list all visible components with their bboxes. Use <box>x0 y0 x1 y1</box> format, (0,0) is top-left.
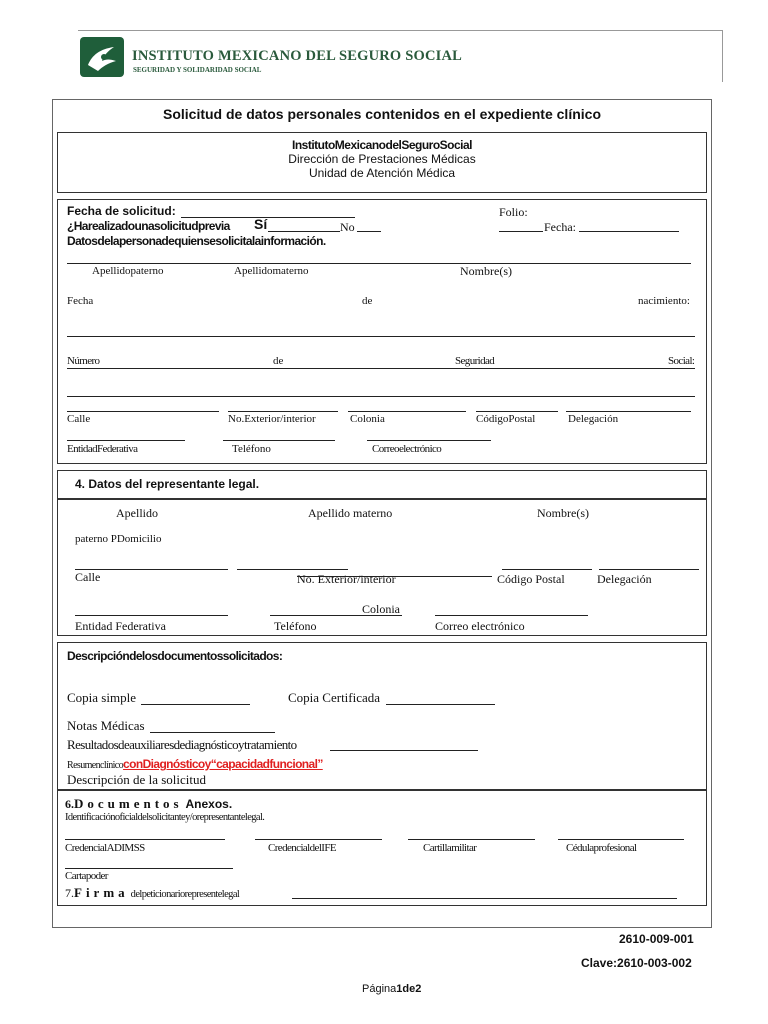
nombre-label: Nombre(s) <box>460 264 512 278</box>
adimss-label: CredencialADIMSS <box>65 842 145 854</box>
institution-motto: SEGURIDAD Y SOLIDARIDAD SOCIAL <box>133 66 262 74</box>
no-ext-field[interactable] <box>228 411 338 412</box>
form-code: 2610-009-001 <box>619 932 694 946</box>
rep-correo-label: Correo electrónico <box>435 619 525 633</box>
copia-simple-field[interactable] <box>141 704 250 705</box>
colonia-field[interactable] <box>348 411 466 412</box>
rep-paterno-domicilio-label: paterno PDomicilio <box>75 533 162 545</box>
firma-spaced: Firma <box>74 885 129 900</box>
nss-word1: Número <box>67 355 100 367</box>
ife-label: CredencialdelIFE <box>268 842 336 854</box>
fecha-nac-word1: Fecha <box>67 295 94 307</box>
rep-calle-label: Calle <box>75 570 101 584</box>
copia-certificada-field[interactable] <box>386 704 495 705</box>
fecha-nac-word2: de <box>362 295 373 307</box>
resumen-highlight: conDiagnósticoy“capacidadfuncional” <box>123 757 323 771</box>
representative-heading: 4. Datos del representante legal. <box>75 477 260 491</box>
nss-word4: Social: <box>668 355 695 367</box>
form-title: Solicitud de datos personales contenidos en el expediente clínico <box>163 106 601 122</box>
rep-delegacion-label: Delegación <box>597 572 652 586</box>
si-option-label: Sí <box>254 216 268 232</box>
firma-rest: delpeticionariorepresentelegal <box>128 889 240 900</box>
page-bold: 1de2 <box>396 983 422 995</box>
dependency-line3: Unidad de Atención Médica <box>308 166 456 180</box>
firma-field[interactable] <box>292 898 677 899</box>
annexes-heading-spaced: Documentos <box>74 796 183 811</box>
no-option-label: No <box>340 220 355 234</box>
telefono-label: Teléfono <box>232 443 271 455</box>
apellido-materno-label: Apellidomaterno <box>234 265 309 277</box>
correo-field[interactable] <box>367 440 491 441</box>
identificacion-label: Identificaciónoficialdelsolicitantey/orepresentantelegal. <box>65 812 265 823</box>
no-option-field[interactable] <box>357 231 381 232</box>
documents-heading: Descripcióndelosdocumentossolicitados: <box>67 649 283 663</box>
adimss-field[interactable] <box>65 839 225 840</box>
fecha-solicitud-field[interactable] <box>181 217 355 218</box>
telefono-field[interactable] <box>223 440 335 441</box>
annexes-heading-rest: Anexos. <box>182 797 233 811</box>
folio-label: Folio: <box>499 205 528 219</box>
header-top-rule <box>78 30 723 31</box>
page-prefix: Página <box>362 983 397 995</box>
notas-medicas-field[interactable] <box>150 732 275 733</box>
form-clave: Clave:2610-003-002 <box>581 956 692 970</box>
cartapoder-field[interactable] <box>65 868 233 869</box>
nss-word3: Seguridad <box>455 355 495 367</box>
rep-apellido-materno-label: Apellido materno <box>308 506 393 520</box>
rep-apellido-label: Apellido <box>116 506 158 520</box>
nss-underline <box>67 368 695 369</box>
rep-cp-label: Código Postal <box>497 572 565 586</box>
cedula-label: Cédulaprofesional <box>566 842 637 854</box>
institution-name: INSTITUTO MEXICANO DEL SEGURO SOCIAL <box>132 48 463 64</box>
colonia-label: Colonia <box>350 413 385 425</box>
name-field[interactable] <box>67 263 691 264</box>
calle-label: Calle <box>67 413 91 425</box>
entidad-label: EntidadFederativa <box>67 443 138 455</box>
resumen-prefix: Resumenclínico <box>67 760 124 771</box>
si-option-field[interactable] <box>268 231 340 232</box>
cedula-field[interactable] <box>558 839 684 840</box>
delegacion-label: Delegación <box>568 413 619 425</box>
apellido-paterno-label: Apellidopaterno <box>92 265 164 277</box>
rep-no-ext-label: No. Exterior/interior <box>297 572 396 586</box>
rep-cp-field[interactable] <box>502 569 592 570</box>
folio-field[interactable] <box>499 231 543 232</box>
rep-telefono-field[interactable] <box>270 615 402 616</box>
dependency-line2: Dirección de Prestaciones Médicas <box>288 152 476 166</box>
rep-telefono-label: Teléfono <box>274 619 317 633</box>
no-ext-label: No.Exterior/interior <box>228 413 316 425</box>
rep-correo-field[interactable] <box>435 615 588 616</box>
nss-field[interactable] <box>67 396 695 397</box>
dependency-line1: InstitutoMexicanodelSeguroSocial <box>291 138 473 152</box>
copia-certificada-label: Copia Certificada <box>288 690 381 705</box>
delegacion-field[interactable] <box>566 411 691 412</box>
annexes-heading <box>65 795 232 813</box>
datos-persona-label: Datosdelapersonadequiensesolicitalainformación. <box>67 234 326 248</box>
calle-field[interactable] <box>67 411 219 412</box>
notas-medicas-label: Notas Médicas <box>67 718 145 733</box>
fecha2-field[interactable] <box>579 231 679 232</box>
cartapoder-label: Cartapoder <box>65 870 108 882</box>
entidad-field[interactable] <box>67 440 185 441</box>
ife-field[interactable] <box>255 839 382 840</box>
fecha2-label: Fecha: <box>544 220 576 234</box>
page-header <box>78 30 723 82</box>
rep-colonia-label: Colonia <box>362 602 400 616</box>
descripcion-solicitud-label: Descripción de la solicitud <box>67 772 206 787</box>
cp-field[interactable] <box>476 411 558 412</box>
rep-delegacion-field[interactable] <box>599 569 699 570</box>
resumen-clinico-line <box>67 755 323 773</box>
imss-eagle-logo-icon <box>80 37 124 77</box>
rep-entidad-label: Entidad Federativa <box>75 619 166 633</box>
header-right-rule <box>722 30 723 82</box>
fecha-solicitud-label: Fecha de solicitud: <box>67 204 176 218</box>
correo-label: Correoelectrónico <box>372 443 442 455</box>
cp-label: CódigoPostal <box>476 413 536 425</box>
firma-line <box>65 884 239 902</box>
fecha-nac-word3: nacimiento: <box>638 295 690 307</box>
cartilla-label: Cartillamilitar <box>423 842 477 854</box>
page-number <box>362 983 421 995</box>
fecha-nacimiento-field[interactable] <box>67 336 695 337</box>
solicitud-previa-label: ¿Harealizadounasolicitudprevia <box>67 219 230 233</box>
cartilla-field[interactable] <box>408 839 535 840</box>
resultados-field[interactable] <box>330 750 478 751</box>
copia-simple-label: Copia simple <box>67 690 136 705</box>
rep-no-ext-field[interactable] <box>237 569 348 570</box>
rep-entidad-field[interactable] <box>75 615 228 616</box>
firma-num: 7. <box>65 886 74 900</box>
annexes-heading-num: 6. <box>65 797 74 811</box>
rep-nombre-label: Nombre(s) <box>537 506 589 520</box>
resultados-label: Resultadosdeauxiliaresdediagnósticoytratamiento <box>67 737 297 752</box>
nss-word2: de <box>273 355 284 367</box>
rep-no-ext-strike <box>297 576 492 577</box>
